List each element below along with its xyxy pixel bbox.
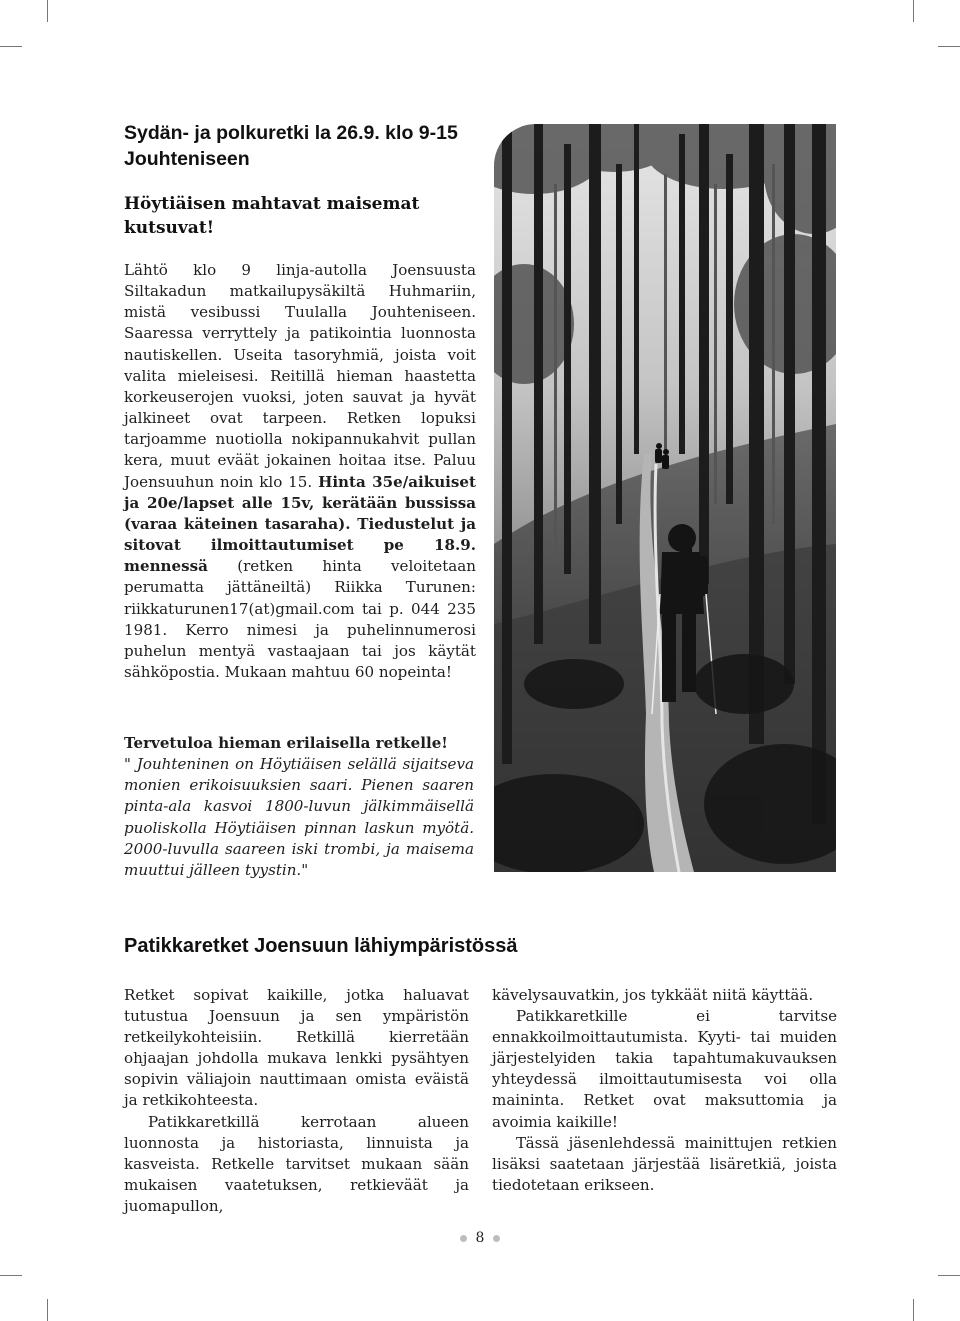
- crop-mark: [938, 1275, 960, 1276]
- crop-mark: [0, 1275, 22, 1276]
- forest-hikers-photo: [494, 124, 836, 872]
- article-body: [124, 260, 476, 683]
- body-text: Lähtö klo 9 linja-autolla Joensuusta Siltakadun matkailupysäkiltä Huhmariin, mistä vesibussi Tuulalla Jouhteniseen. Saaressa verryttely ja patikointia luonnosta nautiskellen. Useita tasoryhmiä, joista voit valita mieleisesi. Reitillä hieman haastetta korkeuserojen vuoksi, joten sauvat ja hyvät jalkineet ovat tarpeen. Retken lopuksi tarjoamme nuotiolla nokipannukahvit pullan kera, muut eväät jokainen hoitaa itse. Paluu Joensuuhun noin klo 15.: [124, 261, 476, 491]
- crop-mark: [913, 1299, 914, 1321]
- page-number-text: 8: [475, 1230, 485, 1246]
- body-paragraph: [124, 260, 476, 683]
- crop-mark: [0, 46, 22, 47]
- section-title: Patikkaretket Joensuun lähiympäristössä: [124, 935, 518, 957]
- left-column: [124, 985, 469, 1217]
- paragraph: Tässä jäsenlehdessä mainittujen retkien lisäksi saatetaan järjestää lisäretkiä, joista tiedotetaan erikseen.: [492, 1133, 837, 1194]
- crop-mark: [47, 1299, 48, 1321]
- right-column: [492, 985, 837, 1196]
- paragraph: Patikkaretkille ei tarvitse ennakkoilmoittautumista. Kyyti- tai muiden järjestelyiden takia tapahtumakuvauksen yhteydessä ilmoittautumisesta voi olla maininta. Retket ovat maksuttomia ja avoimia kaikille!: [492, 1007, 837, 1131]
- article-subtitle: Höytiäisen mahtavat maisemat kutsuvat!: [124, 194, 420, 238]
- island-quote: " Jouhteninen on Höytiäisen selällä sijaitseva monien erikoisuuksien saari. Pienen saaren pinta-ala kasvoi 1800-luvun jälkimmäisellä puoliskolla Höytiäisen pinnan laskun myötä. 2000-luvulla saareen iski trombi, ja maisema muuttui jälleen tyystin.": [124, 755, 474, 879]
- forest-photo-graphic: [494, 124, 836, 872]
- crop-mark: [47, 0, 48, 22]
- welcome-heading: Tervetuloa hieman erilaisella retkelle!: [124, 734, 448, 752]
- crop-mark: [913, 0, 914, 22]
- paragraph: kävelysauvatkin, jos tykkäät niitä käyttää.: [492, 986, 814, 1004]
- welcome-block: [124, 733, 474, 881]
- paragraph: Retket sopivat kaikille, jotka haluavat tutustua Joensuun ja sen ympäristön retkeilykohteisiin. Retkillä kierretään ohjaajan johdolla mukava lenkki pysähtyen sopivin väliajoin nauttimaan omista eväistä ja retkikohteesta.: [124, 986, 469, 1110]
- bullet-dot: [493, 1235, 500, 1242]
- page-number: [454, 1228, 506, 1248]
- crop-mark: [938, 46, 960, 47]
- price-and-registration: Hinta 35e/aikuiset ja 20e/lapset alle 15v, kerätään bussissa (varaa käteinen tasaraha). Tiedustelut ja sitovat ilmoittautumiset pe 18.9. mennessä: [124, 472, 476, 576]
- article-title: Sydän- ja polkuretki la 26.9. klo 9-15 Jouhteniseen: [124, 122, 458, 170]
- bullet-dot: [460, 1235, 467, 1242]
- contact-text: (retken hinta veloitetaan perumatta jättäneiltä) Riikka Turunen: riikkaturunen17(at)gmail.com tai p. 044 235 1981. Kerro nimesi ja puhelinnumerosi puhelun mentyä vastaajaan tai jos käytät sähköpostia. Mukaan mahtuu 60 nopeinta!: [124, 557, 476, 681]
- paragraph: Patikkaretkillä kerrotaan alueen luonnosta ja historiasta, linnuista ja kasveista. Retkelle tarvitset mukaan sään mukaisen vaatetuksen, retkieväät ja juomapullon,: [124, 1112, 469, 1215]
